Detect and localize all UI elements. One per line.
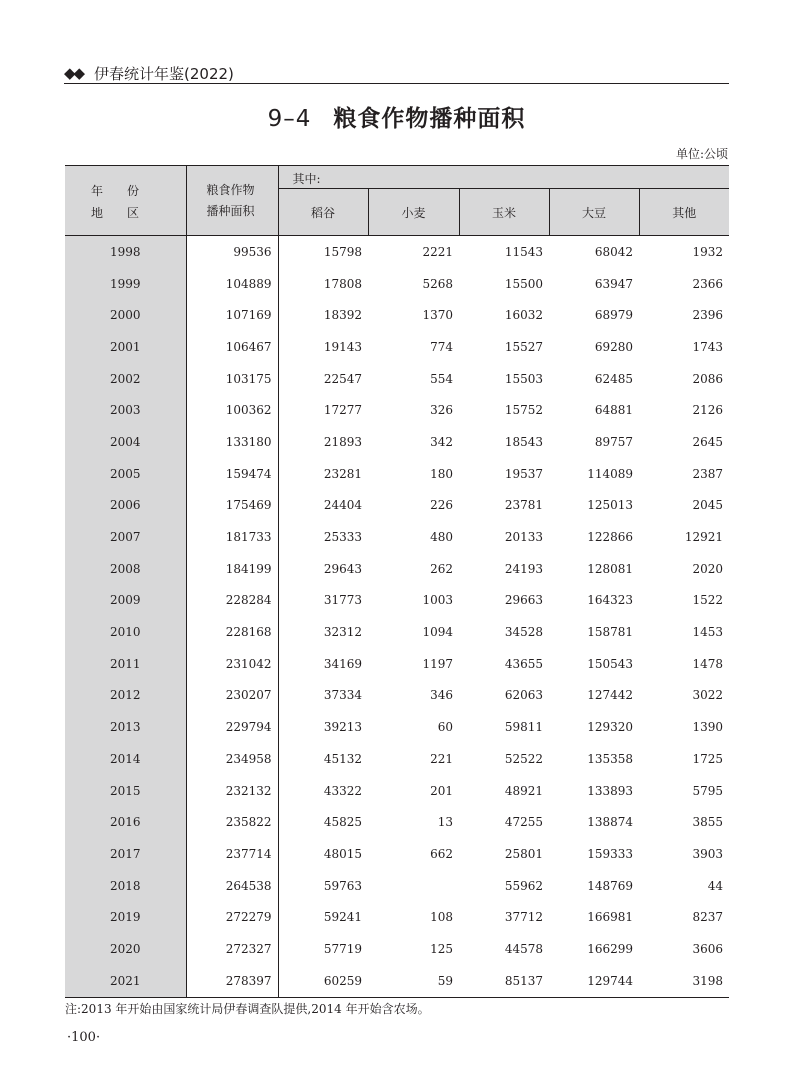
table-cell: 1390 [692,720,724,735]
table-cell: 25801 [504,846,543,861]
table-cell: 1743 [692,339,724,354]
table-cell: 5795 [692,783,724,798]
table-cell: 59 [437,973,453,988]
table-cell: 1094 [422,625,453,640]
table-cell: 18392 [323,308,362,323]
table-cell: 32312 [323,625,362,640]
table-cell: 39213 [323,720,362,735]
header-rule [64,83,729,84]
table-cell: 148769 [587,878,633,893]
table-cell: 85137 [504,973,543,988]
header-sub-column: 小麦 [368,189,459,236]
table-cell: 114089 [587,466,633,481]
table-cell: 326 [430,403,453,418]
table-cell: 59241 [323,910,362,925]
table-cell: 2086 [692,371,724,386]
cell-total: 264538 [186,870,278,902]
table-cell: 342 [430,434,453,449]
cell-total: 230207 [186,680,278,712]
table-cell: 24404 [323,498,362,513]
cell-total: 184199 [186,553,278,585]
table-cell: 159333 [587,846,633,861]
table-cell: 2126 [692,403,724,418]
table-cell: 37334 [323,688,362,703]
cell-total: 228284 [186,585,278,617]
row-year: 2014 [65,743,186,775]
table-cell: 47255 [504,815,543,830]
row-year: 2020 [65,933,186,965]
table-cell: 1725 [692,751,724,766]
table-cell: 1197 [422,656,453,671]
table-row [65,806,729,838]
row-year: 2013 [65,711,186,743]
table-cell: 129744 [587,973,633,988]
table-cell: 1370 [422,308,453,323]
table-row [65,394,729,426]
table-cell: 3198 [692,973,724,988]
cell-total: 106467 [186,331,278,363]
row-year: 2019 [65,901,186,933]
table-row [65,236,729,268]
table-cell: 45825 [323,815,362,830]
table-row [65,331,729,363]
cell-total: 237714 [186,838,278,870]
table-row [65,268,729,300]
table-cell: 135358 [587,751,633,766]
table-cell: 125 [430,941,453,956]
table-cell: 22547 [323,371,362,386]
table-cell: 12921 [684,530,724,545]
row-year: 2005 [65,458,186,490]
table-cell: 554 [430,371,453,386]
table-cell: 17808 [323,276,362,291]
table-cell: 133893 [587,783,633,798]
table-cell: 69280 [594,339,633,354]
row-year: 2007 [65,521,186,553]
table-cell: 29663 [504,593,543,608]
table-cell: 37712 [504,910,543,925]
table-row [65,648,729,680]
table-cell: 125013 [587,498,633,513]
table-cell: 68979 [594,308,633,323]
row-year: 2017 [65,838,186,870]
table-number: 9–4 [267,106,312,132]
table-cell: 108 [430,910,453,925]
table-cell: 15503 [504,371,543,386]
cell-total: 272279 [186,901,278,933]
table-cell: 31773 [323,593,362,608]
page-number: ·100· [67,1030,101,1045]
row-year: 2010 [65,616,186,648]
cell-total: 100362 [186,394,278,426]
table-cell: 89757 [594,434,633,449]
table-row [65,458,729,490]
table-cell: 2366 [692,276,724,291]
cell-total: 278397 [186,965,278,997]
unit-label: 单位:公顷 [675,147,728,161]
table-row [65,553,729,585]
table-cell: 127442 [587,688,633,703]
cell-total: 181733 [186,521,278,553]
cell-total: 235822 [186,806,278,838]
row-year: 1998 [65,236,186,268]
row-year: 2002 [65,363,186,395]
table-cell: 2645 [692,434,724,449]
table-cell: 2221 [422,244,453,259]
table-cell: 8237 [692,910,724,925]
table-row [65,490,729,522]
header-region: 地 区 [91,206,140,220]
cell-total: 103175 [186,363,278,395]
table-cell: 45132 [323,751,362,766]
row-year: 2003 [65,394,186,426]
table-cell: 221 [430,751,453,766]
table-cell: 19143 [323,339,362,354]
table-title [0,100,793,133]
row-year: 2000 [65,299,186,331]
table-cell: 60259 [323,973,362,988]
table-cell: 20133 [504,530,543,545]
table-cell: 34528 [504,625,543,640]
table-cell: 226 [430,498,453,513]
row-year: 1999 [65,268,186,300]
table-cell: 62485 [594,371,633,386]
table-cell: 3903 [692,846,724,861]
row-year: 2018 [65,870,186,902]
table-cell: 59763 [323,878,362,893]
cell-total: 104889 [186,268,278,300]
table-cell: 1932 [692,244,724,259]
table-row [65,933,729,965]
table-row [65,711,729,743]
table-row [65,616,729,648]
table-cell: 1453 [692,625,724,640]
table-cell: 34169 [323,656,362,671]
cell-total: 234958 [186,743,278,775]
table-cell: 15500 [504,276,543,291]
table-cell: 150543 [587,656,633,671]
table-cell: 2045 [692,498,724,513]
table-cell [368,870,459,902]
table-row [65,775,729,807]
table-cell: 57719 [323,941,362,956]
header-of-which: 其中: [278,166,729,189]
table-row [65,901,729,933]
table-title-text: 粮食作物播种面积 [333,106,526,132]
row-year: 2001 [65,331,186,363]
table-cell: 166299 [587,941,633,956]
table-cell: 480 [430,530,453,545]
row-year: 2009 [65,585,186,617]
table-cell: 662 [430,846,453,861]
table-cell: 2387 [692,466,724,481]
table-cell: 201 [430,783,453,798]
cell-total: 272327 [186,933,278,965]
table-row [65,585,729,617]
row-year: 2004 [65,426,186,458]
cell-total: 107169 [186,299,278,331]
table-cell: 1003 [422,593,453,608]
header-sub-column: 稻谷 [278,189,368,236]
table-cell: 48015 [323,846,362,861]
table-cell: 5268 [422,276,453,291]
table-row [65,838,729,870]
table-cell: 129320 [587,720,633,735]
table-cell: 55962 [504,878,543,893]
table-cell: 23781 [504,498,543,513]
row-year: 2016 [65,806,186,838]
cell-total: 133180 [186,426,278,458]
table-row [65,363,729,395]
table-cell: 29643 [323,561,362,576]
table-cell: 180 [430,466,453,481]
table-cell: 122866 [587,530,633,545]
table-cell: 1522 [692,593,724,608]
table-cell: 1478 [692,656,724,671]
cell-total: 232132 [186,775,278,807]
diamond-icon: ◆◆ [64,64,84,82]
table-cell: 44578 [504,941,543,956]
table-cell: 15527 [504,339,543,354]
table-cell: 48921 [504,783,543,798]
table-cell: 52522 [504,751,543,766]
table-cell: 64881 [594,403,633,418]
table-cell: 2396 [692,308,724,323]
row-year: 2021 [65,965,186,997]
row-year: 2015 [65,775,186,807]
table-cell: 15752 [504,403,543,418]
header-sub-column: 其他 [639,189,729,236]
table-cell: 2020 [692,561,724,576]
table-cell: 15798 [323,244,362,259]
row-year: 2008 [65,553,186,585]
header-year: 年 份 [91,184,140,198]
table-cell: 43655 [504,656,543,671]
table-cell: 24193 [504,561,543,576]
running-header [64,62,729,84]
table-cell: 44 [707,878,724,893]
header-sub-column: 大豆 [549,189,639,236]
table-cell: 59811 [504,720,543,735]
table-row [65,870,729,902]
table-cell: 68042 [594,244,633,259]
table-cell: 17277 [323,403,362,418]
table-row [65,965,729,997]
cell-total: 99536 [186,236,278,268]
table-cell: 164323 [587,593,633,608]
table-cell: 166981 [587,910,633,925]
table-cell: 3606 [692,941,724,956]
cell-total: 159474 [186,458,278,490]
table-cell: 23281 [323,466,362,481]
table-cell: 43322 [323,783,362,798]
footnote: 注:2013 年开始由国家统计局伊春调查队提供,2014 年开始含农场。 [65,1002,430,1016]
table-cell: 158781 [587,625,633,640]
table-row [65,743,729,775]
table-row [65,521,729,553]
header-sub-column: 玉米 [459,189,549,236]
header-total-line2: 播种面积 [206,203,255,218]
table-cell: 3855 [692,815,724,830]
table-cell: 128081 [587,561,633,576]
row-year: 2006 [65,490,186,522]
row-year: 2011 [65,648,186,680]
header-total-line1: 粮食作物 [206,182,255,197]
header-year-region [65,166,186,236]
header-total [186,166,278,236]
table-row [65,299,729,331]
table-cell: 346 [430,688,453,703]
table-cell: 18543 [504,434,543,449]
table-cell: 11543 [504,244,543,259]
cell-total: 228168 [186,616,278,648]
table-cell: 262 [430,561,453,576]
cell-total: 229794 [186,711,278,743]
table-cell: 13 [437,815,453,830]
table-cell: 16032 [504,308,543,323]
table-cell: 3022 [692,688,724,703]
table-cell: 62063 [504,688,543,703]
cell-total: 175469 [186,490,278,522]
row-year: 2012 [65,680,186,712]
table-cell: 63947 [594,276,633,291]
table-row [65,426,729,458]
cell-total: 231042 [186,648,278,680]
table-row [65,680,729,712]
data-table [65,165,729,998]
table-cell: 25333 [323,530,362,545]
book-title: 伊春统计年鉴(2022) [94,65,234,83]
table-cell: 138874 [587,815,633,830]
table-cell: 774 [430,339,453,354]
table-cell: 21893 [323,434,362,449]
table-cell: 60 [437,720,453,735]
table-cell: 19537 [504,466,543,481]
